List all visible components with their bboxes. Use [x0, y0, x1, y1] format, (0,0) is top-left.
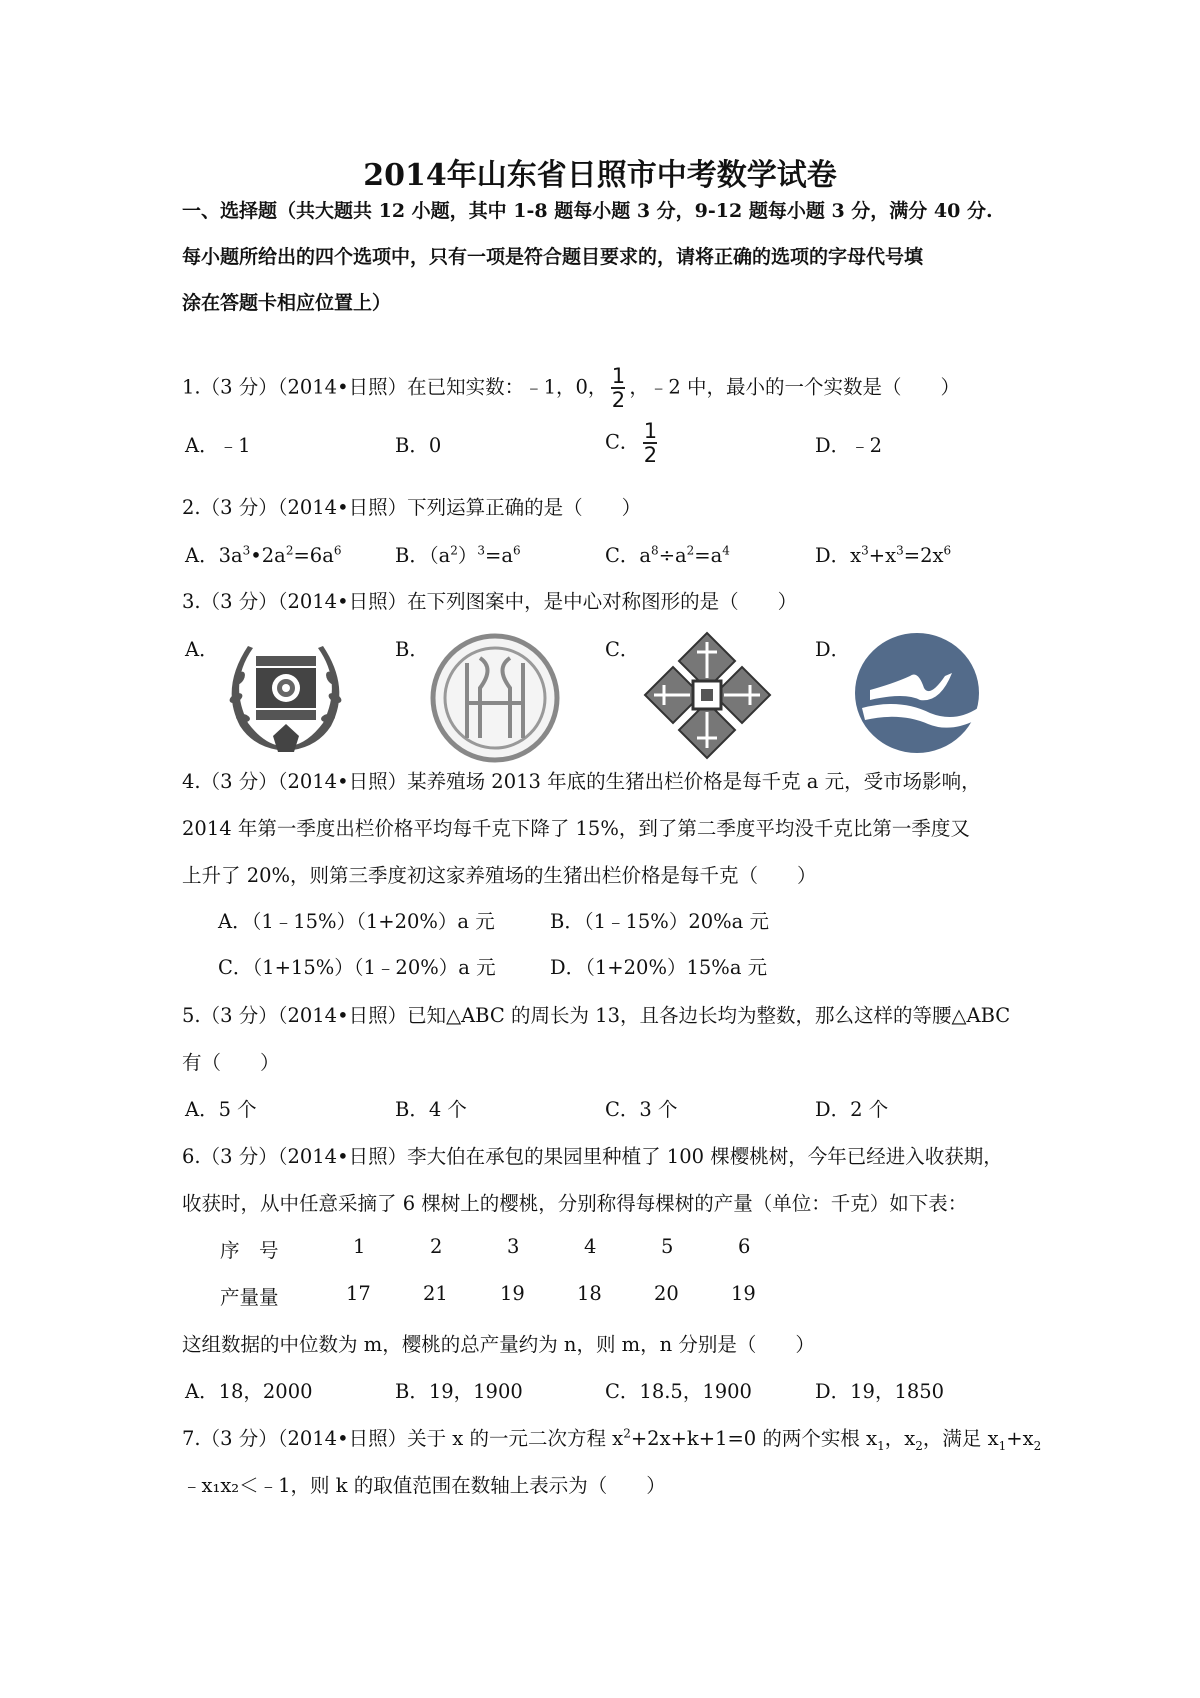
q1-option-c-label: C． — [605, 430, 640, 454]
table-cell: 20 — [654, 1282, 679, 1305]
table-cell: 3 — [507, 1235, 520, 1258]
table-cell: 19 — [500, 1282, 525, 1305]
q4-option-a: A．（1﹣15%）（1+20%）a 元 — [218, 910, 495, 933]
q3-option-d: D． — [815, 638, 851, 661]
q1-option-b: B．0 — [395, 434, 442, 457]
q3-option-b: B． — [395, 638, 429, 661]
q5-option-d: D．2 个 — [815, 1098, 889, 1121]
fraction-one-half — [611, 365, 625, 411]
circle-wave-figure — [850, 628, 985, 758]
table-cell: 4 — [584, 1235, 597, 1258]
section-line: 涂在答题卡相应位置上） — [182, 292, 392, 314]
cross-pattern-figure — [640, 628, 775, 763]
question-7-line: ﹣x₁x₂＜﹣1，则 k 的取值范围在数轴上表示为（ ） — [182, 1474, 666, 1497]
q6-option-b: B．19，1900 — [395, 1380, 523, 1403]
frac-den: 2 — [611, 388, 626, 412]
frac-den: 2 — [643, 443, 658, 467]
table-cell: 18 — [577, 1282, 602, 1305]
question-5-line: 5.（3 分）（2014•日照）已知△ABC 的周长为 13，且各边长均为整数，那么这样的等腰△ABC — [182, 1004, 1011, 1027]
question-1-text: 1.（3 分）（2014•日照）在已知实数：﹣1，0， — [182, 375, 608, 399]
table-cell: 17 — [346, 1282, 371, 1305]
fraction-one-half — [643, 420, 657, 466]
question-4-line: 上升了 20%，则第三季度初这家养殖场的生猪出栏价格是每千克（ ） — [182, 864, 817, 887]
q4-option-d: D．（1+20%）15%a 元 — [550, 956, 768, 979]
q1-option-a: A．﹣1 — [185, 434, 251, 457]
question-5-line: 有（ ） — [182, 1051, 280, 1074]
q3-option-a: A． — [185, 638, 219, 661]
q6-option-c: C．18.5，1900 — [605, 1380, 752, 1403]
table-cell: 6 — [738, 1235, 751, 1258]
table-cell: 1 — [353, 1235, 366, 1258]
question-3: 3.（3 分）（2014•日照）在下列图案中，是中心对称图形的是（ ） — [182, 590, 798, 613]
frac-num: 1 — [643, 419, 658, 443]
question-2: 2.（3 分）（2014•日照）下列运算正确的是（ ） — [182, 496, 642, 519]
section-line: 一、选择题（共大题共 12 小题，其中 1-8 题每小题 3 分，9-12 题每小题 3 分，满分 40 分. — [182, 200, 993, 222]
q2-option-c: C．$a^8\div a^2=a^4$ — [605, 543, 730, 567]
page-title: 2014年山东省日照市中考数学试卷 — [363, 158, 837, 193]
frac-num: 1 — [611, 364, 626, 388]
question-4-line: 4.（3 分）（2014•日照）某养殖场 2013 年底的生猪出栏价格是每千克 a 元，受市场影响， — [182, 770, 981, 793]
q4-option-b: B．（1﹣15%）20%a 元 — [550, 910, 769, 933]
q6-option-a: A．18，2000 — [185, 1380, 313, 1403]
q5-option-b: B．4 个 — [395, 1098, 467, 1121]
q5-option-c: C．3 个 — [605, 1098, 678, 1121]
question-6-line: 6.（3 分）（2014•日照）李大伯在承包的果园里种植了 100 棵樱桃树，今年已经进入收获期， — [182, 1145, 1003, 1168]
q1-option-c — [605, 420, 661, 466]
question-6-line: 这组数据的中位数为 m，樱桃的总产量约为 n，则 m，n 分别是（ ） — [182, 1333, 815, 1356]
q3-option-c: C． — [605, 638, 640, 661]
table-cell: 19 — [731, 1282, 756, 1305]
question-1-text-end: ，﹣2 中，最小的一个实数是（ ） — [629, 375, 961, 399]
q2-option-b: B．$(a^2)^3=a^6$ — [395, 543, 521, 567]
circle-pillars-figure — [425, 628, 565, 768]
table-cell: 21 — [423, 1282, 448, 1305]
question-4-line: 2014 年第一季度出栏价格平均每千克下降了 15%，到了第二季度平均没千克比第一季度又 — [182, 817, 970, 840]
section-heading — [182, 188, 1032, 326]
section-line: 每小题所给出的四个选项中，只有一项是符合题目要求的，请将正确的选项的字母代号填 — [182, 246, 924, 268]
q1-option-d: D．﹣2 — [815, 434, 883, 457]
q2-option-a: A．$3a^3•2a^2=6a^6$ — [185, 543, 342, 567]
table-cell: 2 — [430, 1235, 443, 1258]
table-header-label: 序 号 — [220, 1239, 279, 1262]
question-6-line: 收获时，从中任意采摘了 6 棵树上的樱桃，分别称得每棵树的产量（单位：千克）如下表： — [182, 1192, 968, 1215]
table-cell: 5 — [661, 1235, 674, 1258]
q5-option-a: A．5 个 — [185, 1098, 257, 1121]
q6-option-d: D．19，1850 — [815, 1380, 945, 1403]
q4-option-c: C．（1+15%）（1﹣20%）a 元 — [218, 956, 496, 979]
table-row-label: 产量量 — [220, 1286, 279, 1309]
question-1 — [182, 365, 1032, 411]
emblem-wreath-figure — [218, 628, 353, 763]
q2-option-d: D．$x^3+x^3=2x^6$ — [815, 543, 952, 567]
question-7-line: 7.（3 分）（2014•日照）关于 x 的一元二次方程 $x^2+2x+k+1=0$ 的两个实根 $x_1$，$x_2$，满足 $x_1+x_2$ — [182, 1426, 1042, 1453]
